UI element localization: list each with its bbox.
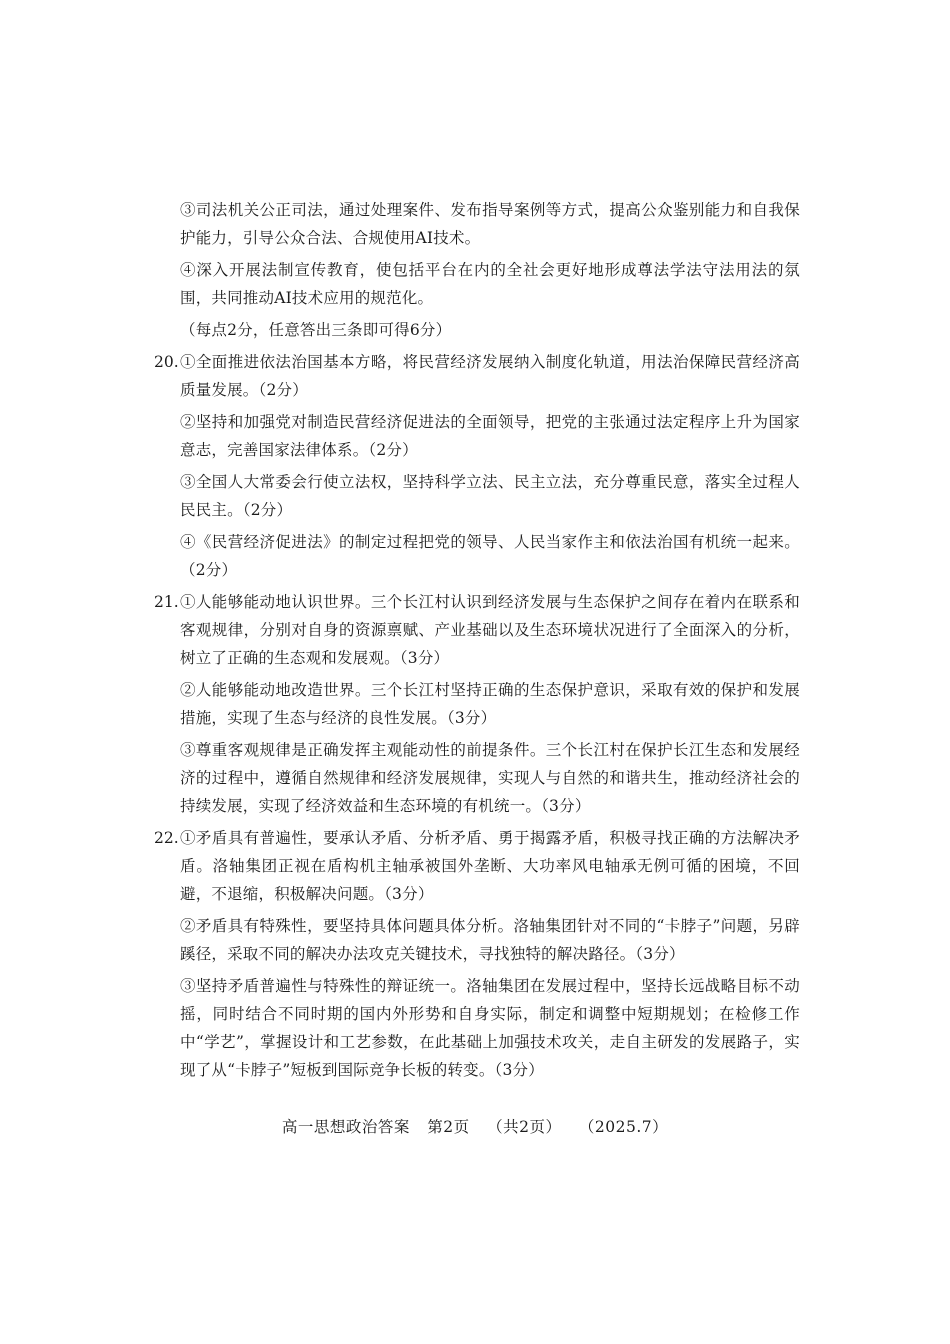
question-22 xyxy=(150,824,800,1084)
footer-date: （2025.7） xyxy=(578,1118,669,1136)
question-number: 20. xyxy=(154,353,179,371)
answer-point: ①矛盾具有普遍性，要承认矛盾、分析矛盾、勇于揭露矛盾，积极寻找正确的方法解决矛盾。洛轴集团正视在盾构机主轴承被国外垄断、大功率风电轴承无例可循的困境，不回避，不退缩，积极解决问题。（3分） xyxy=(180,829,800,903)
answer-point: ③尊重客观规律是正确发挥主观能动性的前提条件。三个长江村在保护长江生态和发展经济的过程中，遵循自然规律和经济发展规律，实现人与自然的和谐共生，推动经济社会的持续发展，实现了经济效益和生态环境的有机统一。（3分） xyxy=(180,741,800,815)
question-number: 22. xyxy=(154,829,179,847)
answer-point: ③坚持矛盾普遍性与特殊性的辩证统一。洛轴集团在发展过程中，坚持长远战略目标不动摇，同时结合不同时期的国内外形势和自身实际，制定和调整中短期规划；在检修工作中“学艺”，掌握设计和工艺参数，在此基础上加强技术攻关，走自主研发的发展路子，实现了从“卡脖子”短板到国际竞争长板的转变。（3分） xyxy=(180,977,800,1079)
answer-point: ①人能够能动地认识世界。三个长江村认识到经济发展与生态保护之间存在着内在联系和客观规律，分别对自身的资源禀赋、产业基础以及生态环境状况进行了全面深入的分析，树立了正确的生态观和发展观。（3分） xyxy=(180,593,800,667)
continuation-point: ④深入开展法制宣传教育，使包括平台在内的全社会更好地形成尊法学法守法用法的氛围，共同推动AI技术应用的规范化。 xyxy=(180,261,800,307)
answer-point: ②人能够能动地改造世界。三个长江村坚持正确的生态保护意识，采取有效的保护和发展措施，实现了生态与经济的良性发展。（3分） xyxy=(180,681,800,727)
question-20 xyxy=(150,348,800,584)
answer-point: ①全面推进依法治国基本方略，将民营经济发展纳入制度化轨道，用法治保障民营经济高质量发展。（2分） xyxy=(180,353,800,399)
page-footer xyxy=(0,1115,950,1137)
answer-point: ④《民营经济促进法》的制定过程把党的领导、人民当家作主和依法治国有机统一起来。（2分） xyxy=(180,533,800,579)
scoring-note: （每点2分，任意答出三条即可得6分） xyxy=(180,321,452,339)
question-21 xyxy=(150,588,800,820)
footer-page-number: 第2页 xyxy=(427,1118,470,1136)
answer-point: ②矛盾具有特殊性，要坚持具体问题具体分析。洛轴集团针对不同的“卡脖子”问题，另辟蹊径，采取不同的解决办法攻克关键技术，寻找独特的解决路径。（3分） xyxy=(180,917,800,963)
footer-total-pages: （共2页） xyxy=(487,1118,562,1136)
answer-content xyxy=(150,196,800,1088)
footer-title: 高一思想政治答案 xyxy=(281,1118,410,1136)
continuation-point: ③司法机关公正司法，通过处理案件、发布指导案例等方式，提高公众鉴别能力和自我保护能力，引导公众合法、合规使用AI技术。 xyxy=(180,201,800,247)
answer-point: ③全国人大常委会行使立法权，坚持科学立法、民主立法，充分尊重民意，落实全过程人民民主。（2分） xyxy=(180,473,800,519)
answer-point: ②坚持和加强党对制造民营经济促进法的全面领导，把党的主张通过法定程序上升为国家意志，完善国家法律体系。（2分） xyxy=(180,413,800,459)
question-number: 21. xyxy=(154,593,179,611)
